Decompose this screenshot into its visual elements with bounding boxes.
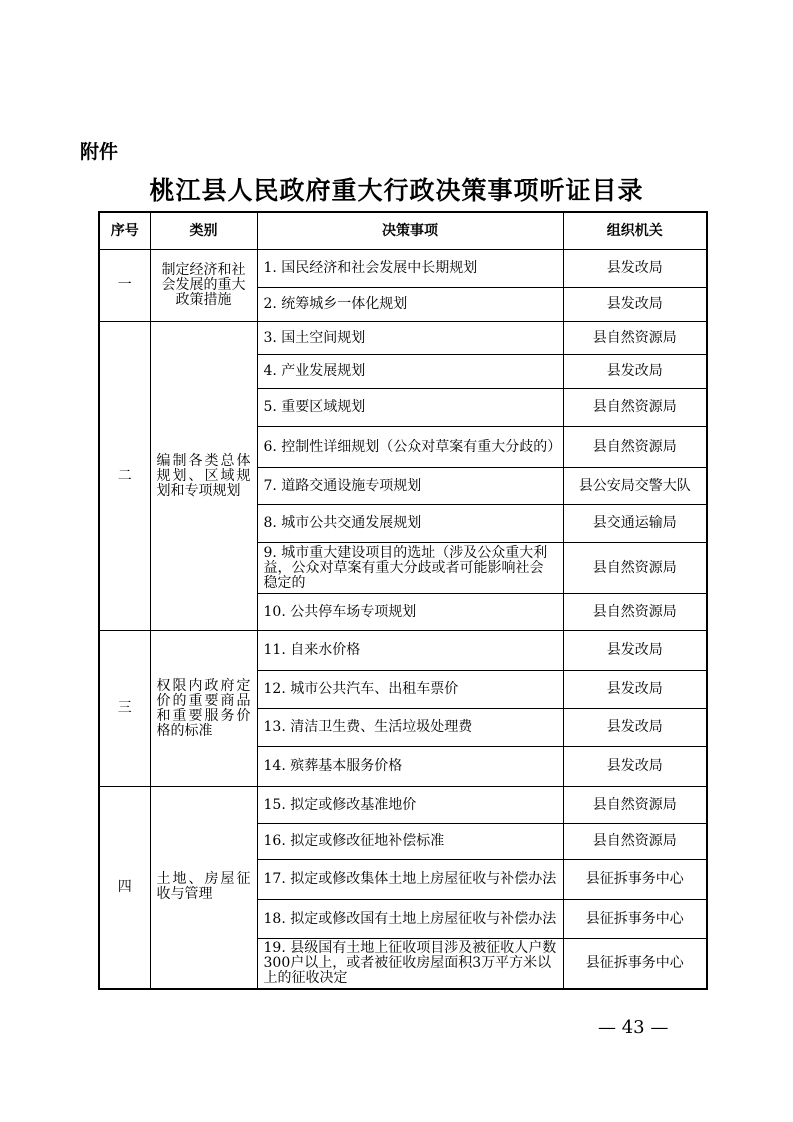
decision-item: 2. 统筹城乡一体化规划 bbox=[257, 288, 563, 322]
organization: 县自然资源局 bbox=[563, 787, 707, 824]
decision-item: 17. 拟定或修改集体土地上房屋征收与补偿办法 bbox=[257, 860, 563, 900]
decision-item: 10. 公共停车场专项规划 bbox=[257, 594, 563, 631]
organization: 县自然资源局 bbox=[563, 427, 707, 468]
organization: 县发改局 bbox=[563, 709, 707, 747]
decision-item: 9. 城市重大建设项目的选址（涉及公众重大利益，公众对草案有重大分歧或者可能影响社会稳定的 bbox=[257, 543, 563, 594]
table-row bbox=[99, 631, 707, 671]
organization: 县征拆事务中心 bbox=[563, 860, 707, 900]
decision-item: 12. 城市公共汽车、出租车票价 bbox=[257, 671, 563, 709]
organization: 县自然资源局 bbox=[563, 594, 707, 631]
decision-item: 4. 产业发展规划 bbox=[257, 355, 563, 389]
organization: 县发改局 bbox=[563, 747, 707, 787]
group-index: 二 bbox=[99, 322, 150, 631]
group-category: 权限内政府定价的重要商品和重要服务价格的标准 bbox=[150, 631, 257, 787]
decision-item: 11. 自来水价格 bbox=[257, 631, 563, 671]
organization: 县自然资源局 bbox=[563, 543, 707, 594]
organization: 县公安局交警大队 bbox=[563, 468, 707, 505]
organization: 县征拆事务中心 bbox=[563, 900, 707, 939]
organization: 县自然资源局 bbox=[563, 322, 707, 355]
organization: 县交通运输局 bbox=[563, 505, 707, 543]
organization: 县发改局 bbox=[563, 631, 707, 671]
table-header-row bbox=[99, 212, 707, 250]
decision-item: 7. 道路交通设施专项规划 bbox=[257, 468, 563, 505]
decision-item: 14. 殡葬基本服务价格 bbox=[257, 747, 563, 787]
decision-item: 8. 城市公共交通发展规划 bbox=[257, 505, 563, 543]
organization: 县自然资源局 bbox=[563, 389, 707, 427]
decision-item: 16. 拟定或修改征地补偿标准 bbox=[257, 824, 563, 860]
group-category: 制定经济和社会发展的重大政策措施 bbox=[150, 250, 257, 322]
organization: 县发改局 bbox=[563, 250, 707, 288]
organization: 县征拆事务中心 bbox=[563, 939, 707, 989]
decision-item: 3. 国土空间规划 bbox=[257, 322, 563, 355]
organization: 县发改局 bbox=[563, 288, 707, 322]
decision-item: 5. 重要区域规划 bbox=[257, 389, 563, 427]
decision-item: 6. 控制性详细规划（公众对草案有重大分歧的） bbox=[257, 427, 563, 468]
header-org: 组织机关 bbox=[563, 212, 707, 250]
group-category: 编制各类总体规划、区域规划和专项规划 bbox=[150, 322, 257, 631]
group-index: 一 bbox=[99, 250, 150, 322]
header-index: 序号 bbox=[99, 212, 150, 250]
organization: 县发改局 bbox=[563, 671, 707, 709]
header-item: 决策事项 bbox=[257, 212, 563, 250]
decision-item: 15. 拟定或修改基准地价 bbox=[257, 787, 563, 824]
attachment-label: 附件 bbox=[80, 141, 119, 163]
header-category: 类别 bbox=[150, 212, 257, 250]
page-number: — 43 — bbox=[598, 1017, 669, 1038]
organization: 县发改局 bbox=[563, 355, 707, 389]
decision-item: 13. 清洁卫生费、生活垃圾处理费 bbox=[257, 709, 563, 747]
page-title: 桃江县人民政府重大行政决策事项听证目录 bbox=[149, 176, 644, 205]
hearing-catalog-table bbox=[98, 211, 708, 990]
group-index: 四 bbox=[99, 787, 150, 989]
decision-item: 1. 国民经济和社会发展中长期规划 bbox=[257, 250, 563, 288]
decision-item: 19. 县级国有土地上征收项目涉及被征收人户数300户以上，或者被征收房屋面积3万平方米以上的征收决定 bbox=[257, 939, 563, 989]
table-row bbox=[99, 322, 707, 355]
group-category: 土地、房屋征收与管理 bbox=[150, 787, 257, 989]
group-index: 三 bbox=[99, 631, 150, 787]
table-row bbox=[99, 787, 707, 824]
organization: 县自然资源局 bbox=[563, 824, 707, 860]
table-row bbox=[99, 250, 707, 288]
decision-item: 18. 拟定或修改国有土地上房屋征收与补偿办法 bbox=[257, 900, 563, 939]
